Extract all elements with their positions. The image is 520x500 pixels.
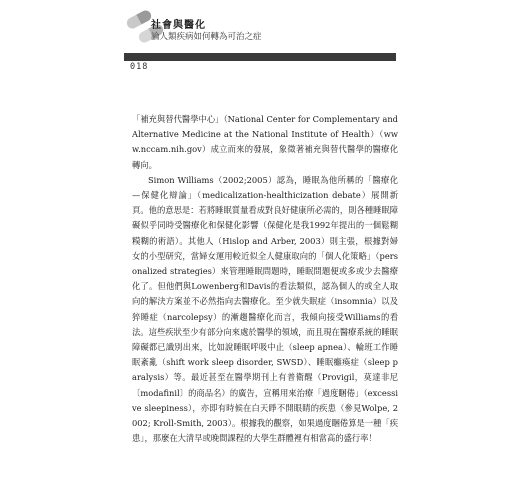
body-text	[132, 112, 398, 446]
paragraph: Simon Williams（2002;2005）認為，睡眠為他所稱的「醫療化—保健化辯論」（medicalization-healthicization debate）展開新頁。他的意思是：若將睡眠質量看成對良好健康所必需的，則各種睡眠障礙似乎同時受醫療化和保健化影響（保健化是我1992年提出的一個鬆糊糢糊的術語）。其他人（Hislop and Arber, 2003）則主張，根據對婦女的小型研究，當婦女運用較近似全人健康取向的「個人化策略」（personalized strategies）來管理睡眠問題時，睡眠問題便或多或少去醫療化了。但他們與Lowenberg和Davis的看法類似，認為個人的或全人取向的解決方案並不必然指向去醫療化。至少就失眠症（insomnia）以及猝睡症（narcolepsy）的漸趨醫療化而言，我傾向接受Williams的看法。這些疾狀至少有部分向來處於醫學的領域，而且現在醫療系統的睡眠障礙都已識別出來，比如說睡眠呼吸中止（sleep apnea）、輪班工作睡眠紊亂（shift work sleep disorder, SWSD）、睡眠癱瘓症（sleep paralysis）等。最近甚至在醫學期刊上有普衛醒（Provigil，莫達非尼〔modafinil〕的商品名）的廣告，宣稱用來治療「過度睏倦」（excessive sleepiness），亦即有時候在白天睜不開眼睛的疾患（參見Wolpe, 2002; Kroll-Smith, 2003）。根據我的觀察，如果過度睏倦算是一種「疾患」，那麼在大清早或晚間課程的大學生群體裡有相當高的盛行率！	[132, 174, 398, 444]
paragraph: 「補充與替代醫學中心」（National Center for Complementary and Alternative Medicine at the National Institute of Health）（www.nccam.nih.gov）成立而來的發展，象徵著補充與替代醫學的醫療化轉向。	[132, 114, 398, 170]
page-number: 018	[130, 62, 149, 72]
book-subtitle: 論人類疾病如何轉為可治之症	[151, 32, 262, 42]
book-title: 社會與醫化	[151, 20, 206, 31]
page-header	[0, 0, 520, 80]
header-rule	[124, 53, 396, 61]
